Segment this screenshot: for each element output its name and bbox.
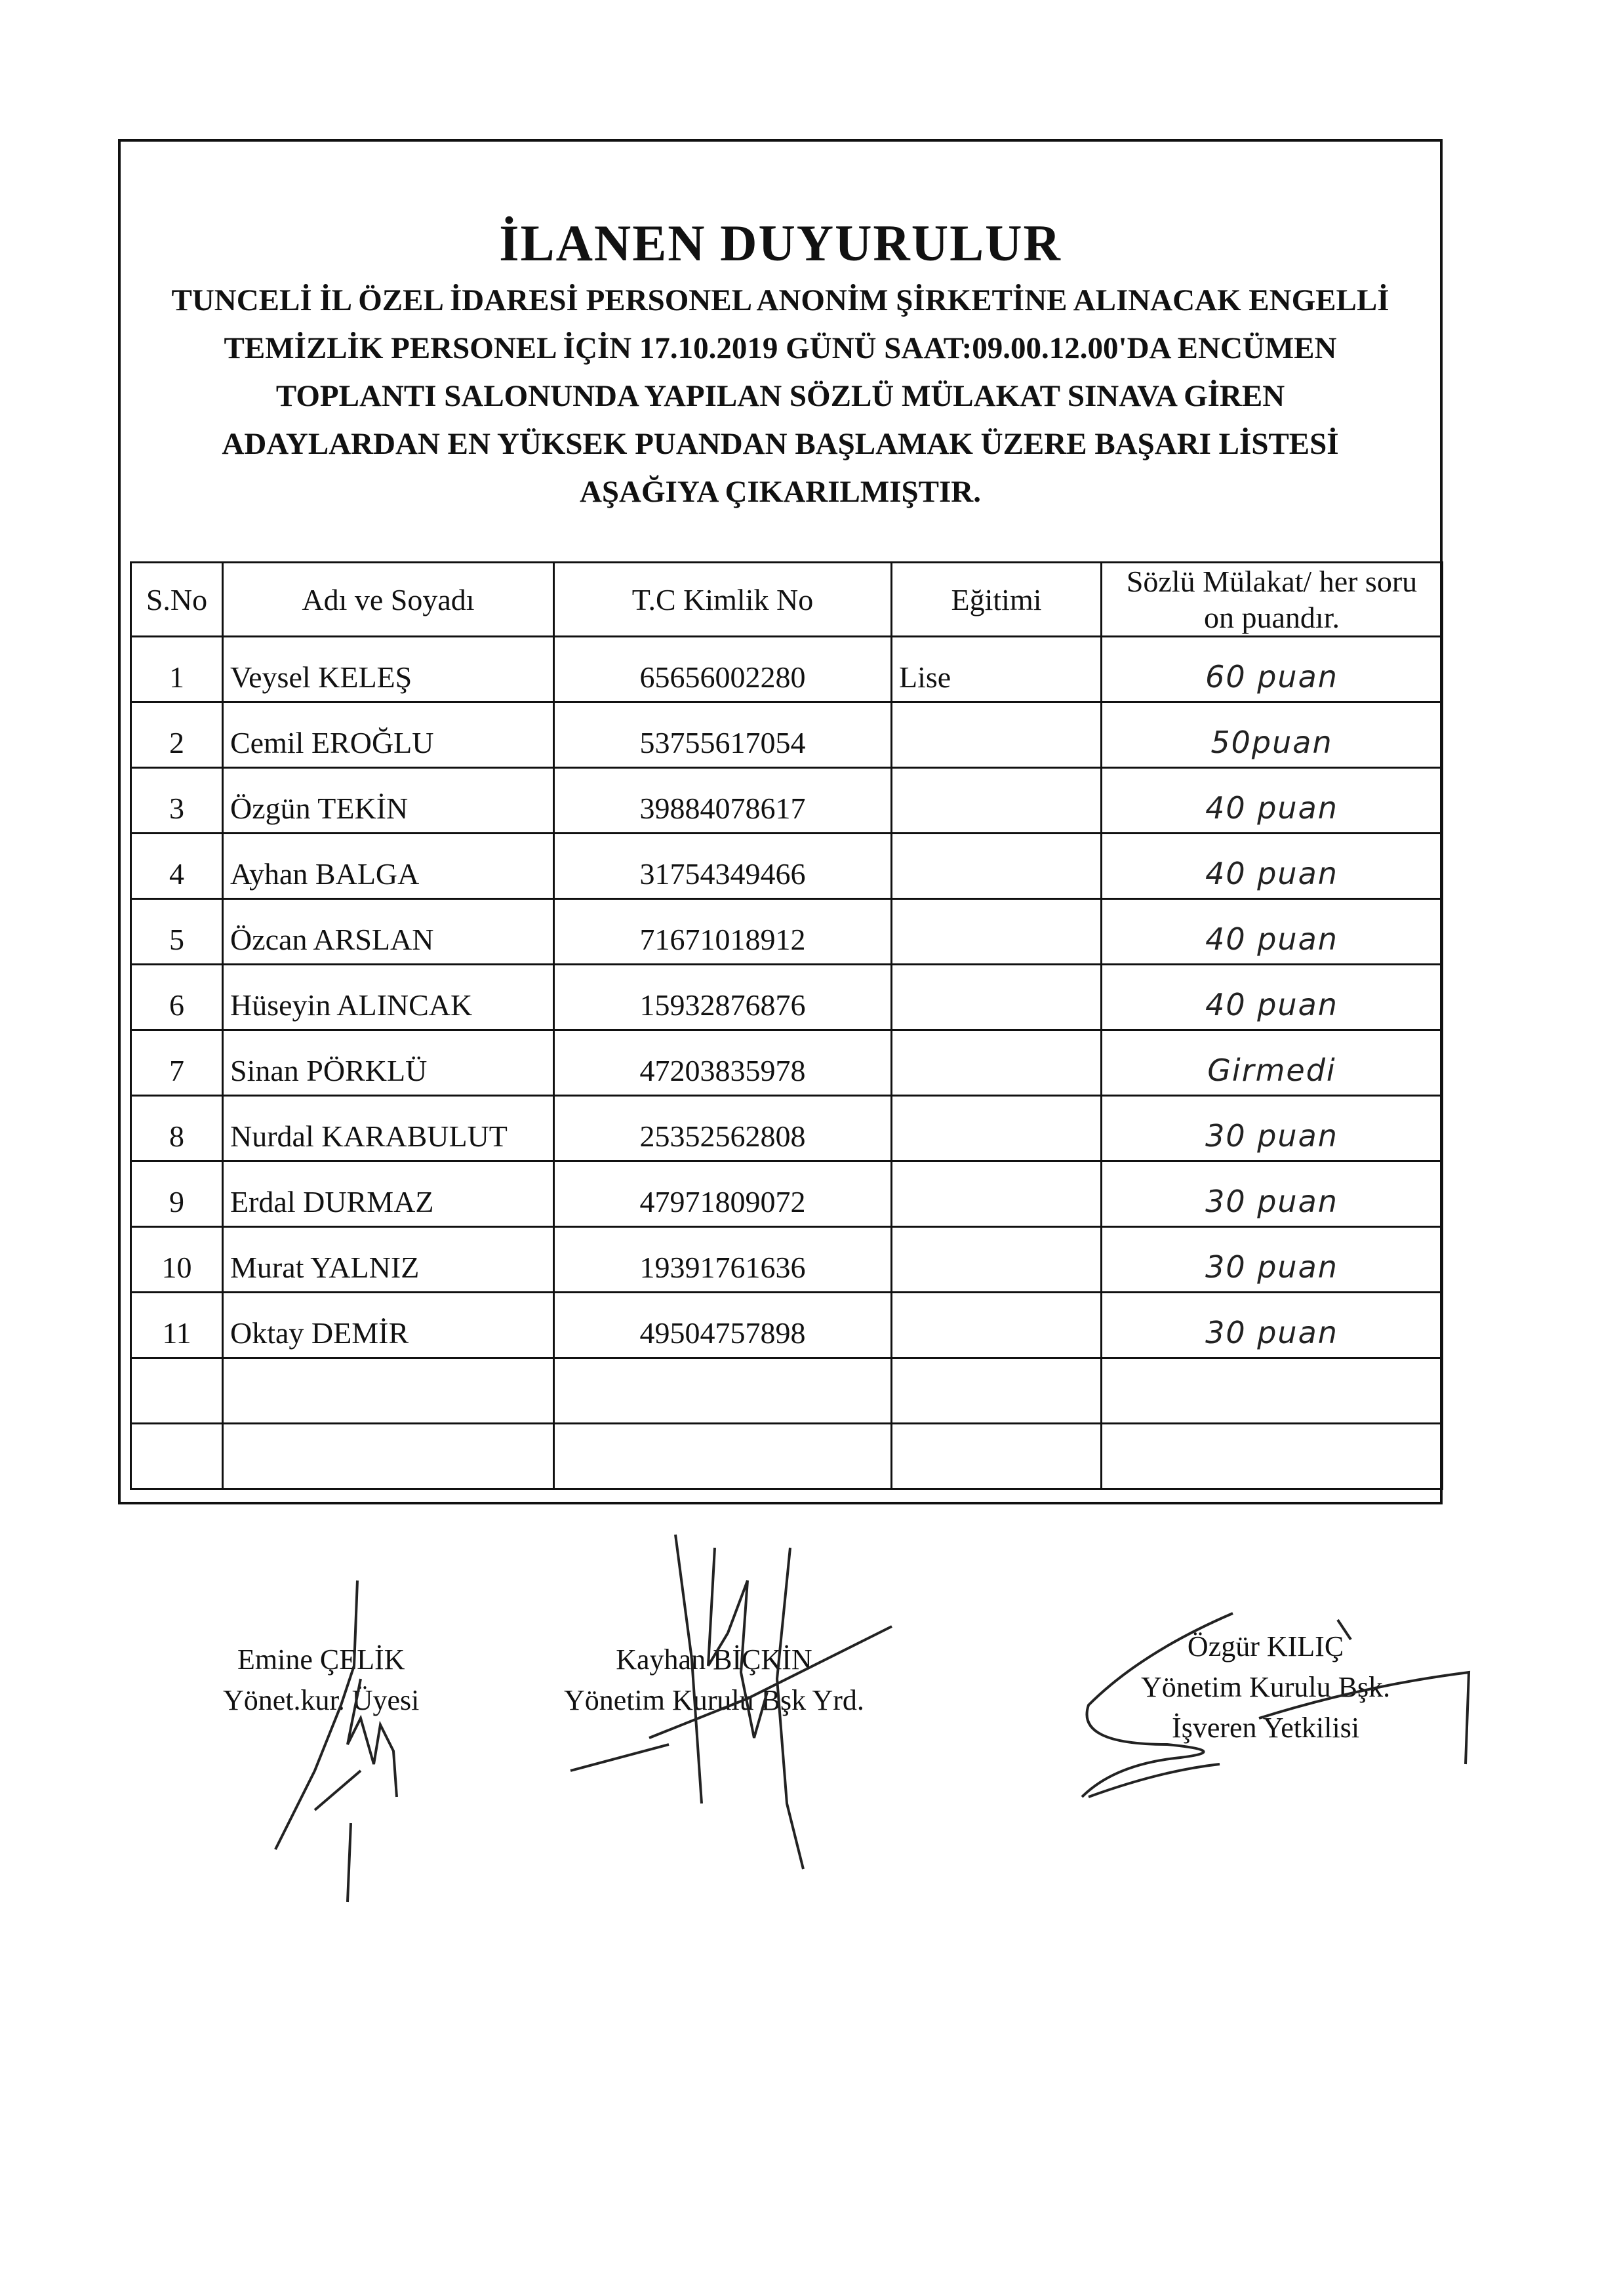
row-education: Lise xyxy=(892,637,1102,702)
row-score: 40 puan xyxy=(1102,899,1443,965)
row-score: 30 puan xyxy=(1102,1096,1443,1161)
row-score: Girmedi xyxy=(1102,1030,1443,1096)
table-row xyxy=(131,1424,1443,1489)
signatory-1-title: Yönet.kur. Üyesi xyxy=(223,1684,420,1716)
success-list-table xyxy=(130,561,1443,1490)
row-no xyxy=(131,1424,223,1489)
signatory-3-title-2: İşveren Yetkilisi xyxy=(1172,1712,1360,1744)
header-name: Adı ve Soyadı xyxy=(223,563,554,637)
row-no: 10 xyxy=(131,1227,223,1293)
signatory-2-name: Kayhan BİÇKİN xyxy=(616,1643,812,1676)
row-score: 30 puan xyxy=(1102,1161,1443,1227)
row-name: Veysel KELEŞ xyxy=(223,637,554,702)
row-education xyxy=(892,702,1102,768)
table-row xyxy=(131,1161,1443,1227)
announcement-title: İLANEN DUYURULUR xyxy=(499,214,1062,272)
table-row xyxy=(131,768,1443,834)
announcement-frame xyxy=(118,139,1443,1504)
signatory-2-title: Yönetim Kurulu Bşk Yrd. xyxy=(564,1684,864,1716)
announcement-line-5: AŞAĞIYA ÇIKARILMIŞTIR. xyxy=(579,475,982,509)
row-name: Murat YALNIZ xyxy=(223,1227,554,1293)
row-no: 2 xyxy=(131,702,223,768)
signature-1-scribble xyxy=(262,1574,459,1902)
row-name: Hüseyin ALINCAK xyxy=(223,965,554,1030)
table-row xyxy=(131,1227,1443,1293)
row-no: 1 xyxy=(131,637,223,702)
table-row xyxy=(131,637,1443,702)
row-no: 3 xyxy=(131,768,223,834)
row-no: 5 xyxy=(131,899,223,965)
row-no: 9 xyxy=(131,1161,223,1227)
row-name: Sinan PÖRKLÜ xyxy=(223,1030,554,1096)
table-row xyxy=(131,702,1443,768)
row-no xyxy=(131,1358,223,1424)
header-score-line-1: Sözlü Mülakat/ her soru xyxy=(1126,565,1418,598)
row-education xyxy=(892,1293,1102,1358)
row-name: Nurdal KARABULUT xyxy=(223,1096,554,1161)
row-no: 6 xyxy=(131,965,223,1030)
row-tc xyxy=(554,1358,892,1424)
row-tc: 71671018912 xyxy=(554,899,892,965)
row-tc: 65656002280 xyxy=(554,637,892,702)
row-education xyxy=(892,1096,1102,1161)
row-name xyxy=(223,1424,554,1489)
row-tc xyxy=(554,1424,892,1489)
table-row xyxy=(131,1293,1443,1358)
row-education xyxy=(892,834,1102,899)
header-education: Eğitimi xyxy=(892,563,1102,637)
row-education xyxy=(892,1424,1102,1489)
row-score xyxy=(1102,1424,1443,1489)
header-score xyxy=(1102,563,1443,637)
row-education xyxy=(892,1161,1102,1227)
signatory-3-name: Özgür KILIÇ xyxy=(1187,1630,1344,1662)
announcement-header xyxy=(121,142,1440,561)
row-education xyxy=(892,1358,1102,1424)
signature-2-scribble xyxy=(551,1528,892,1922)
row-name: Ayhan BALGA xyxy=(223,834,554,899)
signature-3-scribble xyxy=(1062,1600,1482,1810)
row-tc: 15932876876 xyxy=(554,965,892,1030)
row-education xyxy=(892,1030,1102,1096)
header-no: S.No xyxy=(131,563,223,637)
row-score xyxy=(1102,1358,1443,1424)
row-tc: 53755617054 xyxy=(554,702,892,768)
table-row xyxy=(131,965,1443,1030)
row-tc: 47203835978 xyxy=(554,1030,892,1096)
row-no: 11 xyxy=(131,1293,223,1358)
row-education xyxy=(892,899,1102,965)
table-header-row xyxy=(131,563,1443,637)
header-score-line-2: on puandır. xyxy=(1204,601,1340,635)
announcement-line-2: TEMİZLİK PERSONEL İÇİN 17.10.2019 GÜNÜ SAAT:09.00.12.00'DA ENCÜMEN xyxy=(224,331,1337,365)
row-score: 30 puan xyxy=(1102,1293,1443,1358)
row-tc: 39884078617 xyxy=(554,768,892,834)
row-name xyxy=(223,1358,554,1424)
announcement-line-3: TOPLANTI SALONUNDA YAPILAN SÖZLÜ MÜLAKAT SINAVA GİREN xyxy=(275,379,1285,413)
table-row xyxy=(131,1030,1443,1096)
row-name: Oktay DEMİR xyxy=(223,1293,554,1358)
row-score: 30 puan xyxy=(1102,1227,1443,1293)
row-education xyxy=(892,1227,1102,1293)
row-score: 50puan xyxy=(1102,702,1443,768)
row-tc: 25352562808 xyxy=(554,1096,892,1161)
row-name: Özgün TEKİN xyxy=(223,768,554,834)
row-no: 8 xyxy=(131,1096,223,1161)
signatory-1-name: Emine ÇELİK xyxy=(237,1643,405,1676)
table-row xyxy=(131,1096,1443,1161)
announcement-line-1: TUNCELİ İL ÖZEL İDARESİ PERSONEL ANONİM ŞİRKETİNE ALINACAK ENGELLİ xyxy=(171,283,1389,317)
row-score: 60 puan xyxy=(1102,637,1443,702)
header-tc: T.C Kimlik No xyxy=(554,563,892,637)
row-name: Özcan ARSLAN xyxy=(223,899,554,965)
row-no: 7 xyxy=(131,1030,223,1096)
row-tc: 47971809072 xyxy=(554,1161,892,1227)
row-tc: 49504757898 xyxy=(554,1293,892,1358)
row-name: Erdal DURMAZ xyxy=(223,1161,554,1227)
announcement-line-4: ADAYLARDAN EN YÜKSEK PUANDAN BAŞLAMAK ÜZERE BAŞARI LİSTESİ xyxy=(222,427,1339,461)
signatory-3-title: Yönetim Kurulu Bşk. xyxy=(1141,1671,1391,1703)
row-name: Cemil EROĞLU xyxy=(223,702,554,768)
row-no: 4 xyxy=(131,834,223,899)
row-tc: 31754349466 xyxy=(554,834,892,899)
table-row xyxy=(131,899,1443,965)
row-education xyxy=(892,768,1102,834)
table-row xyxy=(131,1358,1443,1424)
row-score: 40 puan xyxy=(1102,834,1443,899)
row-score: 40 puan xyxy=(1102,965,1443,1030)
row-score: 40 puan xyxy=(1102,768,1443,834)
row-education xyxy=(892,965,1102,1030)
row-tc: 19391761636 xyxy=(554,1227,892,1293)
table-row xyxy=(131,834,1443,899)
